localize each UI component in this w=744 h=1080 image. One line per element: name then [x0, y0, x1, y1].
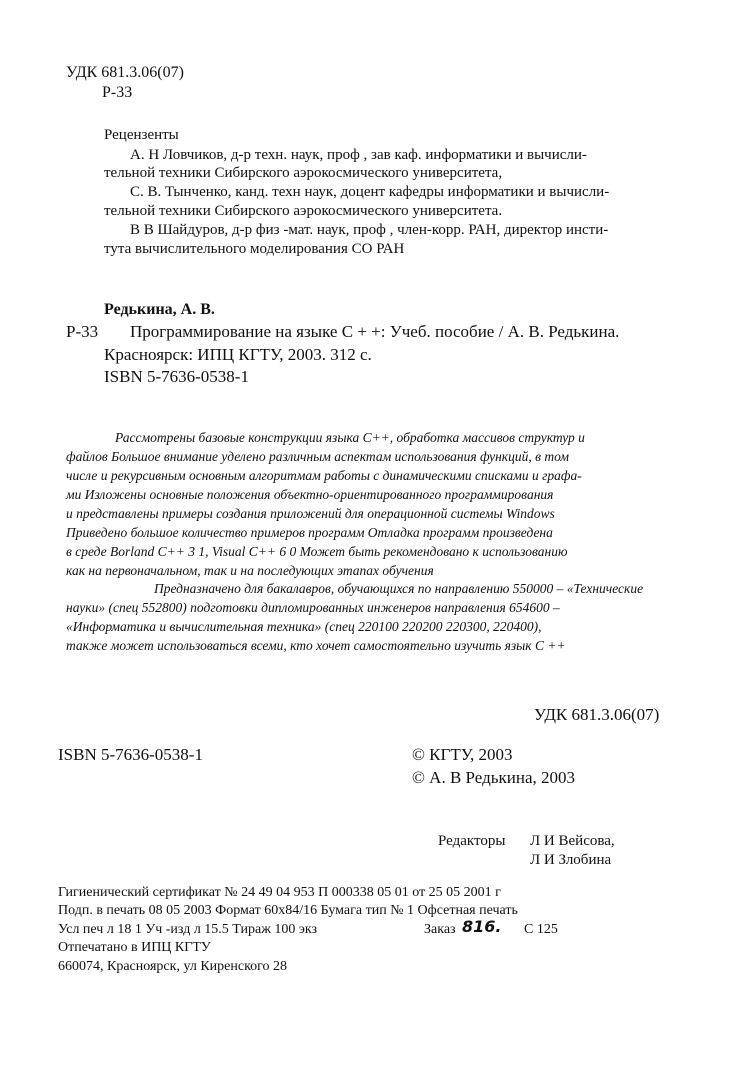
copyright-author: © А. В Редькина, 2003: [412, 768, 575, 787]
reviewer-line: В В Шайдуров, д-р физ -мат. наук, проф , член-корр. РАН, директор инсти-: [130, 222, 609, 238]
abstract-line: как на первоначальном, так и на последующих этапах обучения: [66, 563, 434, 578]
editors-label: Редакторы: [438, 833, 506, 849]
imprint-volume: Усл печ л 18 1 Уч -изд л 15.5 Тираж 100 экз: [58, 922, 318, 937]
reviewer-line: тута вычислительного моделирования СО РАН: [104, 241, 405, 257]
biblio-title: Программирование на языке С + +: Учеб. пособие / А. В. Редькина.: [130, 322, 620, 341]
imprint-pages: С 125: [524, 922, 558, 937]
abstract-line: ми Изложены основные положения объектно-ориентированного программирования: [66, 487, 554, 502]
abstract-line: в среде Borland С++ 3 1, Visual С++ 6 0 Может быть рекомендовано к использованию: [66, 544, 568, 559]
abstract-line: Приведено большое количество примеров программ Отладка программ произведена: [66, 525, 553, 540]
abstract-line: Рассмотрены базовые конструкции языка С++, обработка массивов структур и: [115, 430, 585, 445]
abstract-line: числе и рекурсивным основным алгоритмам работы с динамическими списками и графа-: [66, 468, 582, 483]
biblio-code: Р-33: [66, 322, 99, 341]
code-top: Р-33: [102, 84, 133, 101]
copyright-ktu: © КГТУ, 2003: [412, 745, 513, 764]
imprint-address: 660074, Красноярск, ул Киренского 28: [58, 959, 288, 974]
imprint-print-info: Подп. в печать 08 05 2003 Формат 60х84/16 Бумага тип № 1 Офсетная печать: [58, 903, 518, 918]
imprint-order-label: Заказ: [424, 922, 456, 937]
abstract-paragraph-2: [66, 579, 678, 655]
abstract-line: Предназначено для бакалавров, обучающихся по направлению 550000 – «Технические: [154, 581, 644, 596]
abstract-line: также может использоваться всеми, кто хочет самостоятельно изучить язык С ++: [66, 638, 566, 653]
abstract-line: файлов Большое внимание уделено различным аспектам использования функций, в том: [66, 449, 569, 464]
abstract-line: «Информатика и вычислительная техника» (спец 220100 220200 220300, 220400),: [66, 619, 542, 634]
abstract-line: науки» (спец 552800) подготовки дипломированных инженеров направления 654600 –: [66, 600, 560, 615]
abstract-line: и представлены примеры создания приложений для операционной системы Windows: [66, 506, 555, 521]
editor-name: Л И Вейсова,: [530, 833, 615, 849]
imprint-certificate: Гигиенический сертификат № 24 49 04 953 П 000338 05 01 от 25 05 2001 г: [58, 885, 501, 900]
reviewer-line: А. Н Ловчиков, д-р техн. наук, проф , зав каф. информатики и вычисли-: [130, 147, 587, 163]
editor-name: Л И Злобина: [530, 852, 612, 868]
reviewer-line: тельной техники Сибирского аэрокосмического университета.: [104, 203, 503, 219]
isbn-bottom: ISBN 5-7636-0538-1: [58, 745, 203, 764]
imprint-printed-at: Отпечатано в ИПЦ КГТУ: [58, 940, 211, 955]
udk-top: УДК 681.3.06(07): [66, 64, 184, 81]
reviewers-heading: Рецензенты: [104, 127, 179, 143]
biblio-publisher: Красноярск: ИПЦ КГТУ, 2003. 312 с.: [104, 345, 372, 364]
imprint-order-number: 816.: [462, 917, 502, 936]
udk-bottom: УДК 681.3.06(07): [534, 705, 660, 724]
reviewer-line: С. В. Тынченко, канд. техн наук, доцент кафедры информатики и вычисли-: [130, 184, 610, 200]
reviewer-line: тельной техники Сибирского аэрокосмического университета,: [104, 165, 503, 181]
author-heading: Редькина, А. В.: [104, 301, 215, 318]
abstract-paragraph-1: [66, 428, 678, 580]
biblio-isbn: ISBN 5-7636-0538-1: [104, 367, 249, 386]
